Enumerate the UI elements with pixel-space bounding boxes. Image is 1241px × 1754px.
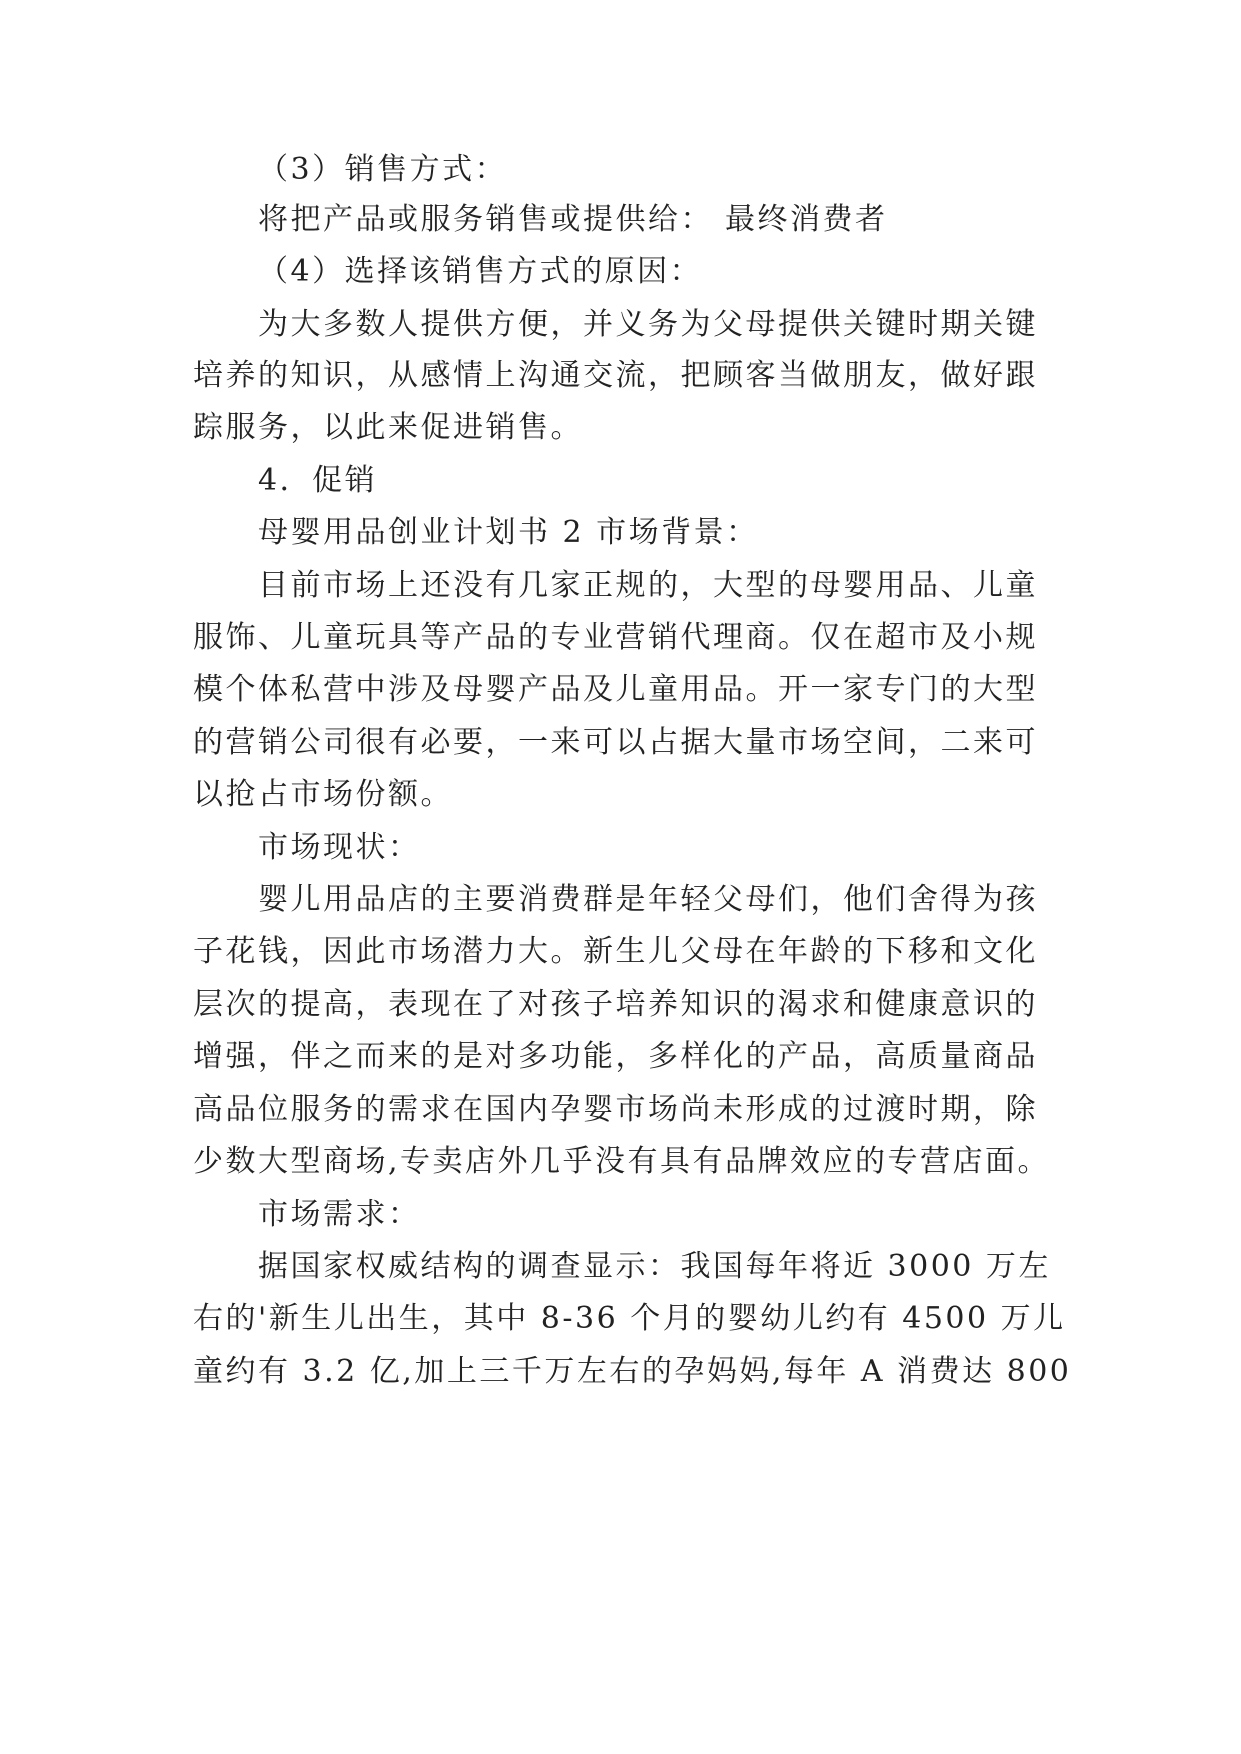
paragraph-line: 的营销公司很有必要，一来可以占据大量市场空间，二来可 <box>193 725 1038 760</box>
paragraph-line: 目前市场上还没有几家正规的，大型的母婴用品、儿童 <box>258 568 1038 603</box>
promotion-heading: 4．促销 <box>258 463 378 498</box>
sales-reason-heading: （4）选择该销售方式的原因： <box>258 254 703 289</box>
paragraph-line: 服饰、儿童玩具等产品的专业营销代理商。仅在超市及小规 <box>193 620 1038 655</box>
paragraph-line: 踪服务，以此来促进销售。 <box>193 410 583 445</box>
paragraph-line: 以抢占市场份额。 <box>193 777 453 812</box>
paragraph-line: 为大多数人提供方便，并义务为父母提供关键时期关键 <box>258 307 1038 342</box>
paragraph-line: 婴儿用品店的主要消费群是年轻父母们，他们舍得为孩 <box>258 882 1038 917</box>
market-status-heading: 市场现状： <box>258 830 421 865</box>
paragraph-line: 增强，伴之而来的是对多功能，多样化的产品，高质量商品 <box>193 1039 1038 1074</box>
section-title-market-background: 母婴用品创业计划书 2 市场背景： <box>258 515 759 550</box>
paragraph-line: 童约有 3.2 亿,加上三千万左右的孕妈妈,每年 A 消费达 800 <box>193 1354 1072 1389</box>
paragraph-line: 右的'新生儿出生，其中 8-36 个月的婴幼儿约有 4500 万儿 <box>193 1301 1066 1336</box>
paragraph-line: 模个体私营中涉及母婴产品及儿童用品。开一家专门的大型 <box>193 672 1038 707</box>
paragraph-line: 层次的提高，表现在了对孩子培养知识的渴求和健康意识的 <box>193 987 1038 1022</box>
paragraph-line: 子花钱，因此市场潜力大。新生儿父母在年龄的下移和文化 <box>193 934 1038 969</box>
market-demand-heading: 市场需求： <box>258 1197 421 1232</box>
sales-target-line: 将把产品或服务销售或提供给： 最终消费者 <box>258 202 888 237</box>
paragraph-line: 少数大型商场,专卖店外几乎没有具有品牌效应的专营店面。 <box>193 1144 1051 1179</box>
sales-method-heading: （3）销售方式： <box>258 152 508 187</box>
paragraph-line: 培养的知识，从感情上沟通交流，把顾客当做朋友，做好跟 <box>193 358 1038 393</box>
paragraph-line: 据国家权威结构的调查显示：我国每年将近 3000 万左 <box>258 1249 1051 1284</box>
paragraph-line: 高品位服务的需求在国内孕婴市场尚未形成的过渡时期，除 <box>193 1092 1038 1127</box>
